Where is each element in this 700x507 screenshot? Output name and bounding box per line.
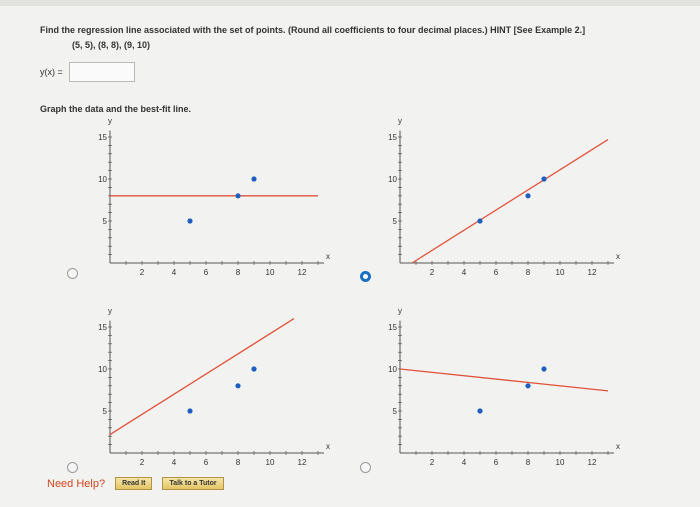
best-fit-line — [110, 319, 294, 435]
y-tick-label: 15 — [388, 323, 397, 332]
data-point — [477, 218, 482, 223]
help-row — [47, 477, 234, 490]
x-tick-label: 6 — [493, 458, 499, 467]
data-point — [251, 176, 256, 181]
x-tick-label: 2 — [429, 458, 435, 467]
x-tick-label: 8 — [235, 268, 241, 277]
x-tick-label: 10 — [555, 458, 565, 467]
y-tick-label: 10 — [388, 175, 397, 184]
x-axis-label: x — [616, 442, 620, 451]
x-axis-label: x — [326, 252, 330, 261]
data-point — [525, 383, 530, 388]
x-tick-label: 12 — [587, 268, 597, 277]
x-tick-label: 10 — [265, 458, 275, 467]
answer-input[interactable] — [69, 62, 135, 82]
x-tick-label: 12 — [297, 268, 307, 277]
data-point — [187, 218, 192, 223]
question-text: Find the regression line associated with the set of points. (Round all coefficients to four decimal places.) HINT [See Example 2.] — [40, 25, 586, 35]
y-tick-label: 10 — [388, 365, 397, 374]
y-tick-label: 5 — [102, 407, 107, 416]
data-point — [477, 408, 482, 413]
talk-to-tutor-button[interactable]: Talk to a Tutor — [162, 477, 223, 490]
best-fit-line — [400, 369, 608, 391]
y-axis-label: y — [108, 116, 112, 126]
x-tick-label: 10 — [265, 268, 275, 277]
x-tick-label: 4 — [171, 458, 177, 467]
best-fit-line — [412, 140, 608, 263]
x-tick-label: 12 — [587, 458, 597, 467]
y-tick-label: 15 — [98, 323, 107, 332]
option-radio-3[interactable] — [67, 462, 78, 473]
answer-label: y(x) = — [40, 67, 63, 77]
top-bar — [0, 0, 700, 6]
x-tick-label: 6 — [203, 268, 209, 277]
read-it-button[interactable]: Read It — [115, 477, 152, 490]
x-tick-label: 4 — [461, 268, 467, 277]
answer-row — [40, 62, 135, 82]
data-point — [541, 366, 546, 371]
x-axis-label: x — [616, 252, 620, 261]
x-tick-label: 4 — [461, 458, 467, 467]
graph-option-3 — [80, 306, 335, 470]
data-point — [525, 193, 530, 198]
y-tick-label: 15 — [98, 133, 107, 142]
graph-option-4 — [370, 306, 625, 470]
data-point — [187, 408, 192, 413]
graph-option-1 — [80, 116, 335, 280]
data-point — [541, 176, 546, 181]
x-tick-label: 2 — [139, 458, 145, 467]
y-tick-label: 15 — [388, 133, 397, 142]
data-point — [235, 383, 240, 388]
y-tick-label: 5 — [392, 217, 397, 226]
data-points-text: (5, 5), (8, 8), (9, 10) — [72, 40, 151, 50]
data-point — [235, 193, 240, 198]
need-help-label: Need Help? — [47, 477, 106, 490]
y-tick-label: 5 — [392, 407, 397, 416]
x-tick-label: 12 — [297, 458, 307, 467]
x-tick-label: 8 — [235, 458, 241, 467]
graph-option-2 — [370, 116, 625, 280]
graph-prompt: Graph the data and the best-fit line. — [40, 104, 192, 114]
x-tick-label: 6 — [493, 268, 499, 277]
x-tick-label: 6 — [203, 458, 209, 467]
y-tick-label: 10 — [98, 365, 107, 374]
x-axis-label: x — [326, 442, 330, 451]
x-tick-label: 8 — [525, 458, 531, 467]
y-tick-label: 10 — [98, 175, 107, 184]
x-tick-label: 10 — [555, 268, 565, 277]
x-tick-label: 2 — [139, 268, 145, 277]
y-tick-label: 5 — [102, 217, 107, 226]
x-tick-label: 4 — [171, 268, 177, 277]
y-axis-label: y — [398, 306, 402, 316]
data-point — [251, 366, 256, 371]
x-tick-label: 2 — [429, 268, 435, 277]
y-axis-label: y — [108, 306, 112, 316]
option-radio-1[interactable] — [67, 268, 78, 279]
x-tick-label: 8 — [525, 268, 531, 277]
y-axis-label: y — [398, 116, 402, 126]
